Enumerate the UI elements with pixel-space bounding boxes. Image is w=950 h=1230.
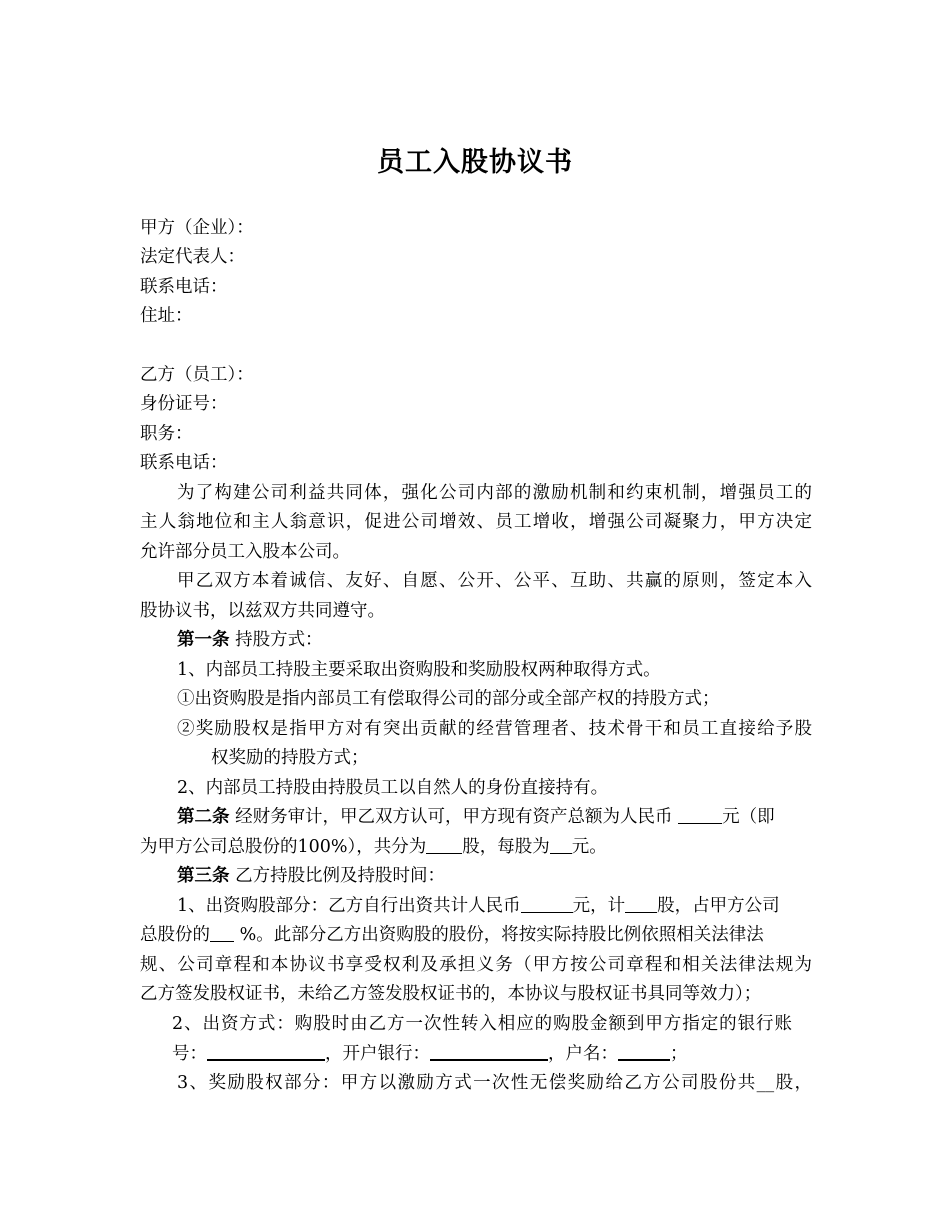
article3-item1-line4: 乙方签发股权证书，未给乙方签发股权证书的，本协议与股权证书具同等效力）； xyxy=(140,984,762,1004)
article1-heading-text: 持股方式： xyxy=(229,630,323,650)
article3-item1-line1 xyxy=(177,894,780,918)
share-price-blank xyxy=(550,835,572,854)
article3-text-5: %。此部分乙方出资购股的股份，将按实际持股比例依照相关法律法 xyxy=(234,925,764,945)
article3-text-2: 元，计 xyxy=(572,896,626,916)
article3-item3-line1: 3、奖励股权部分：甲方以激励方式一次性无偿奖励给乙方公司股份共__股， xyxy=(177,1073,812,1093)
article2-text-5: 元。 xyxy=(571,837,607,857)
article3-item2-line2 xyxy=(172,1041,688,1066)
article3-text-6: 号： xyxy=(172,1044,207,1064)
shares-count-blank xyxy=(625,894,657,913)
preamble-p1-line1: 为了构建公司利益共同体，强化公司内部的激励机制和约束机制，增强员工的 xyxy=(177,483,812,503)
article2-text-1: 经财务审计，甲乙双方认可，甲方现有资产总额为人民币 xyxy=(229,807,679,827)
article3-text-4: 总股份的 xyxy=(140,925,210,945)
article3-text-3: 股，占甲方公司 xyxy=(657,896,780,916)
party-b-id-no: 身份证号： xyxy=(140,394,228,414)
article3-heading xyxy=(177,864,445,888)
investment-amount-blank xyxy=(521,894,573,913)
party-b-phone: 联系电话： xyxy=(140,453,228,473)
article3-text-7: ，开户银行： xyxy=(325,1044,430,1064)
article1-item1: 1、内部员工持股主要采取出资购股和奖励股权两种取得方式。 xyxy=(177,660,661,680)
article3-text-9: ； xyxy=(670,1044,688,1064)
article3-heading-text: 乙方持股比例及持股时间： xyxy=(229,866,446,886)
article2-text-3: 为甲方公司总股份的100%），共分为 xyxy=(140,837,427,857)
article2-line2 xyxy=(140,835,607,859)
article3-text-1: 1、出资购股部分：乙方自行出资共计人民币 xyxy=(177,896,521,916)
article3-item1-line3: 规、公司章程和本协议书享受权利及承担义务（甲方按公司章程和相关法律法规为 xyxy=(140,955,812,975)
article2-text-2: 元（即 xyxy=(722,807,775,827)
article1-item1b-line2: 权奖励的持股方式； xyxy=(211,748,369,768)
article1-heading xyxy=(177,628,323,652)
party-a-address: 住址： xyxy=(140,306,193,326)
percentage-blank xyxy=(210,923,234,942)
bank-account-blank xyxy=(207,1041,325,1061)
party-b-position: 职务： xyxy=(140,424,193,444)
article3-item1-line2 xyxy=(140,923,764,947)
party-a-company: 甲方（企业）： xyxy=(140,218,254,238)
total-shares-blank xyxy=(426,835,462,854)
article1-item2: 2、内部员工持股由持股员工以自然人的身份直接持有。 xyxy=(177,778,609,798)
article3-item2-line1: 2、出资方式：购股时由乙方一次性转入相应的购股金额到甲方指定的银行账 xyxy=(172,1014,792,1034)
preamble-p2-line1: 甲乙双方本着诚信、友好、自愿、公开、公平、互助、共赢的原则，签定本入 xyxy=(177,571,812,591)
party-b-employee: 乙方（员工）： xyxy=(140,365,254,385)
bank-name-blank xyxy=(430,1041,548,1061)
account-name-blank xyxy=(618,1041,670,1061)
preamble-p2-line2: 股协议书，以兹双方共同遵守。 xyxy=(140,601,385,621)
document-title: 员工入股协议书 xyxy=(377,147,573,178)
party-a-legal-rep: 法定代表人： xyxy=(140,247,245,267)
article3-text-8: ，户名： xyxy=(548,1044,618,1064)
article2-line1 xyxy=(177,805,775,829)
preamble-p1-line2: 主人翁地位和主人翁意识，促进公司增效、员工增收，增强公司凝聚力，甲方决定 xyxy=(140,512,812,532)
article1-label: 第一条 xyxy=(177,630,230,650)
article1-item1b-line1: ②奖励股权是指甲方对有突出贡献的经营管理者、技术骨干和员工直接给予股 xyxy=(177,719,812,739)
article2-text-4: 股，每股为 xyxy=(462,837,550,857)
preamble-p1-line3: 允许部分员工入股本公司。 xyxy=(140,542,350,562)
article2-label: 第二条 xyxy=(177,807,230,827)
article1-item1a: ①出资购股是指内部员工有偿取得公司的部分或全部产权的持股方式； xyxy=(177,689,720,709)
article3-label: 第三条 xyxy=(177,866,230,886)
party-a-phone: 联系电话： xyxy=(140,277,228,297)
total-assets-blank xyxy=(678,805,722,824)
